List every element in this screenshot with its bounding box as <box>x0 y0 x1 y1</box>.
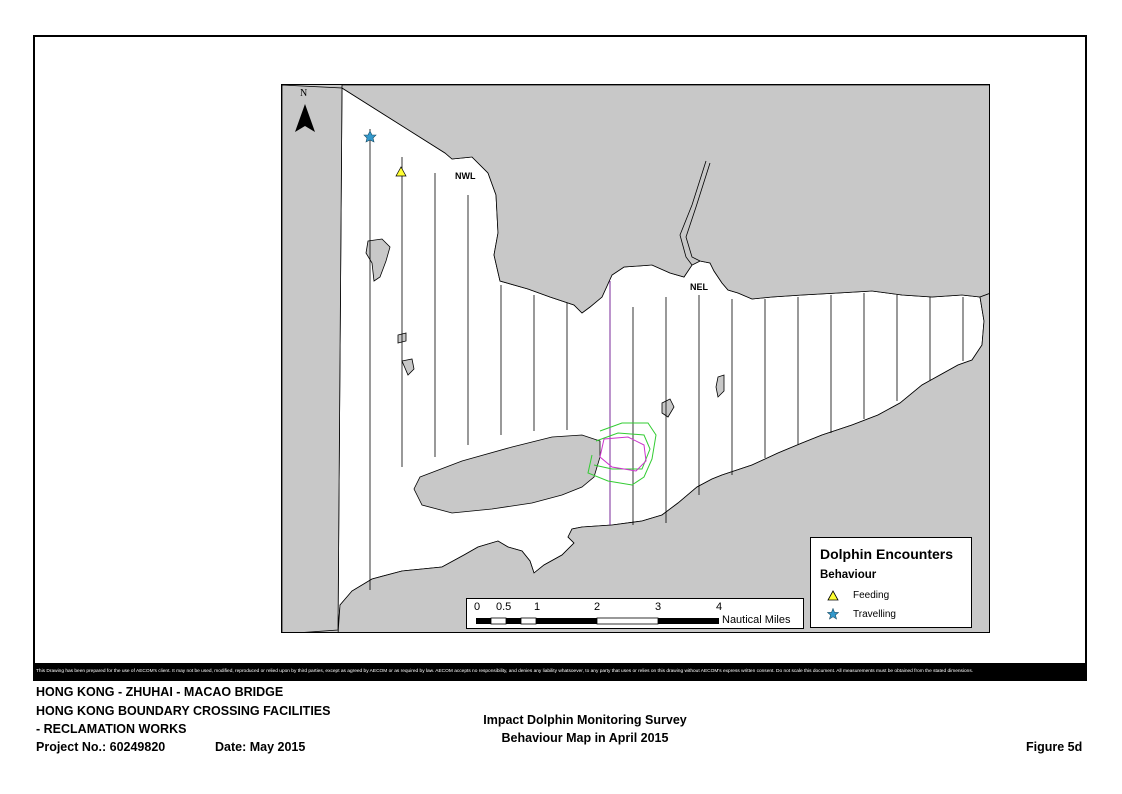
map-title-line-2: Behaviour Map in April 2015 <box>501 731 669 745</box>
legend-item-label: Travelling <box>853 608 896 620</box>
legend-title: Dolphin Encounters <box>820 546 953 562</box>
scale-tick-label: 0.5 <box>496 601 512 613</box>
title-line-2: HONG KONG BOUNDARY CROSSING FACILITIES <box>36 704 331 718</box>
scale-bar-graphic <box>476 617 736 627</box>
scale-tick-label: 1 <box>534 601 541 613</box>
scale-tick-label: 0 <box>474 601 481 613</box>
legend <box>810 537 972 628</box>
scale-unit: Nautical Miles <box>722 614 791 626</box>
triangle-icon <box>827 590 839 601</box>
legend-item-feeding <box>827 590 889 601</box>
star-icon <box>827 608 839 620</box>
land-west <box>282 85 342 633</box>
legend-item-travelling <box>827 608 896 620</box>
scale-tick-label: 3 <box>655 601 662 613</box>
title-line-3: - RECLAMATION WORKS <box>36 722 187 736</box>
north-arrow-icon <box>291 98 321 138</box>
legend-item-label: Feeding <box>853 590 890 601</box>
map-title-line-1: Impact Dolphin Monitoring Survey <box>483 713 687 727</box>
area-label-nel: NEL <box>690 282 708 292</box>
scale-tick-label: 4 <box>716 601 723 613</box>
figure-number: Figure 5d <box>1026 740 1083 754</box>
scale-bar <box>466 598 804 629</box>
legend-subtitle: Behaviour <box>820 569 877 581</box>
drawing-date: Date: May 2015 <box>215 740 306 754</box>
scale-tick-label: 2 <box>594 601 601 613</box>
title-line-1: HONG KONG - ZHUHAI - MACAO BRIDGE <box>36 685 284 699</box>
area-label-nwl: NWL <box>455 171 476 181</box>
disclaimer-bar: This Drawing has been prepared for the use of AECOM's client. It may not be used, modified, reproduced or relied upon by third parties, except as agreed by AECOM or as required by law. AECOM accepts no responsibility, and denies any liability whatsoever, to any party that uses or relies on this drawing without AECOM's express written consent. Do not scale this document. All measurements must be obtained from the stated dimensions. <box>33 663 1087 681</box>
project-number: Project No.: 60249820 <box>36 740 166 754</box>
north-arrow <box>291 88 321 136</box>
north-label: N <box>300 88 308 99</box>
